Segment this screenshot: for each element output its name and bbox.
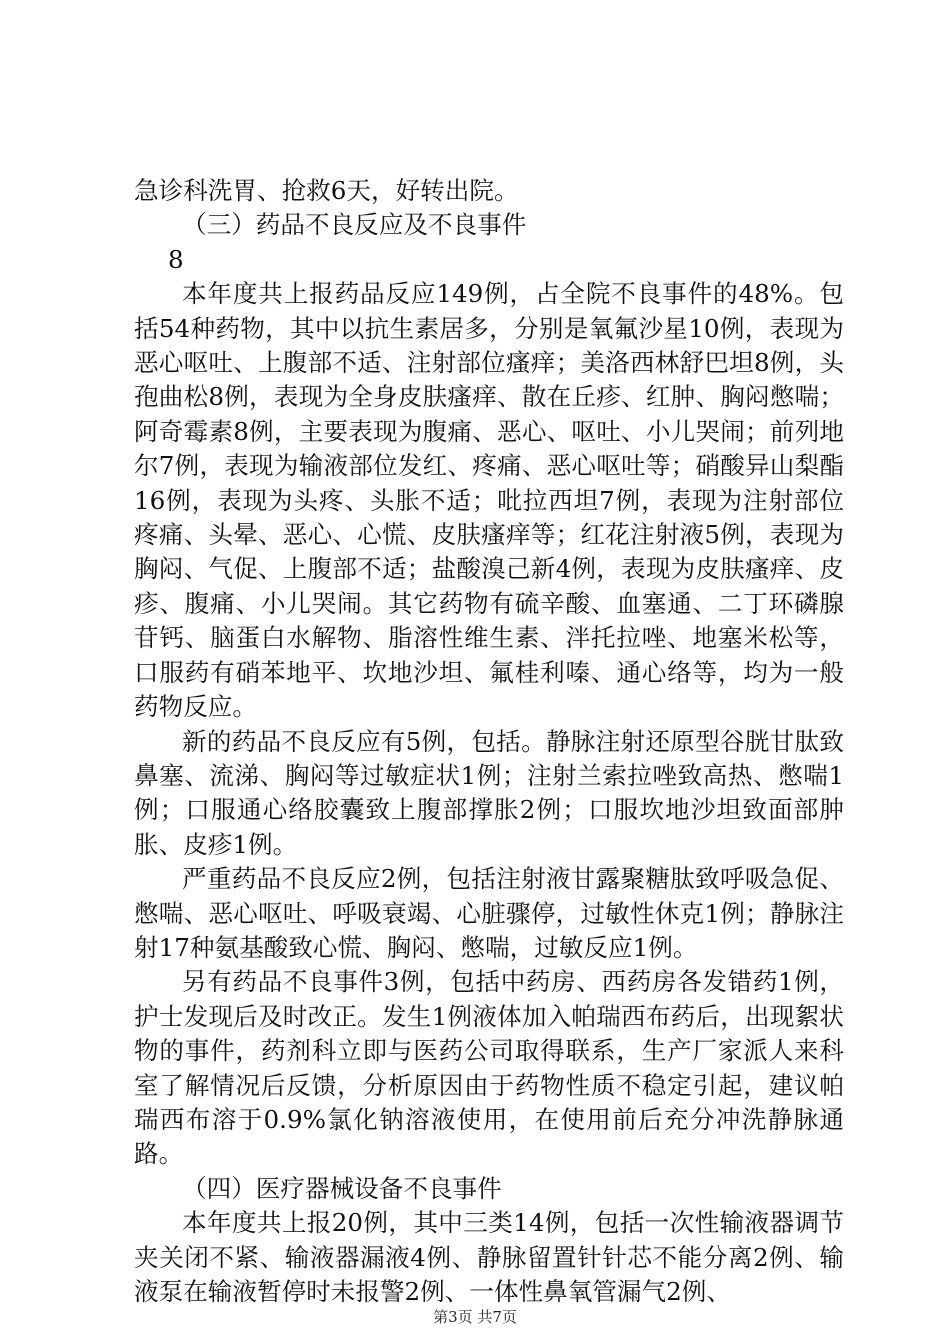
paragraph-drug-reactions: 本年度共上报药品反应149例，占全院不良事件的48%。包括54种药物，其中以抗生素居多，分别是氧氟沙星10例，表现为恶心呕吐、上腹部不适、注射部位瘙痒；美洛西林舒巴坦8例，头孢曲松8例，表现为全身皮肤瘙痒、散在丘疹、红肿、胸闷憋喘；阿奇霉素8例，主要表现为腹痛、恶心、呕吐、小儿哭闹；前列地尔7例，表现为输液部位发红、疼痛、恶心呕吐等；硝酸异山梨酯16例，表现为头疼、头胀不适；吡拉西坦7例，表现为注射部位疼痛、头晕、恶心、心慌、皮肤瘙痒等；红花注射液5例，表现为胸闷、气促、上腹部不适；盐酸溴己新4例，表现为皮肤瘙痒、皮疹、腹痛、小儿哭闹。其它药物有硫辛酸、血塞通、二丁环磷腺苷钙、脑蛋白水解物、脂溶性维生素、泮托拉唑、地塞米松等，口服药有硝苯地平、坎地沙坦、氟桂利嗪、通心络等，均为一般药物反应。: [134, 279, 844, 722]
document-body: [134, 174, 844, 1309]
inline-page-number: 8: [168, 244, 184, 274]
paragraph-device-events: 本年度共上报20例，其中三类14例，包括一次性输液器调节夹关闭不紧、输液器漏液4例、静脉留置针针芯不能分离2例、输液泵在输液暂停时未报警2例、一体性鼻氧管漏气2例、: [134, 1208, 844, 1306]
section-heading-four: （四）医疗器械设备不良事件: [182, 1173, 502, 1203]
page-footer: 第3页 共7页: [433, 1308, 517, 1326]
paragraph-drug-events: 另有药品不良事件3例，包括中药房、西药房各发错药1例，护士发现后及时改正。发生1例液体加入帕瑞西布药后，出现絮状物的事件，药剂科立即与医药公司取得联系，生产厂家派人来科室了解情况后反馈，分析原因由于药物性质不稳定引起，建议帕瑞西布溶于0.9%氯化钠溶液使用，在使用前后充分冲洗静脉通路。: [134, 967, 844, 1169]
paragraph-new-reactions: 新的药品不良反应有5例，包括。静脉注射还原型谷胱甘肽致鼻塞、流涕、胸闷等过敏症状1例；注射兰索拉唑致高热、憋喘1例；口服通心络胶囊致上腹部撑胀2例；口服坎地沙坦致面部肿胀、皮疹1例。: [134, 726, 844, 859]
paragraph-continuation: 急诊科洗胃、抢救6天，好转出院。: [134, 176, 519, 205]
section-heading-three: （三）药品不良反应及不良事件: [182, 210, 527, 240]
paragraph-serious-reactions: 严重药品不良反应2例，包括注射液甘露聚糖肽致呼吸急促、憋喘、恶心呕吐、呼吸衰竭、心脏骤停，过敏性休克1例；静脉注射17种氨基酸致心慌、胸闷、憋喘，过敏反应1例。: [134, 864, 844, 962]
